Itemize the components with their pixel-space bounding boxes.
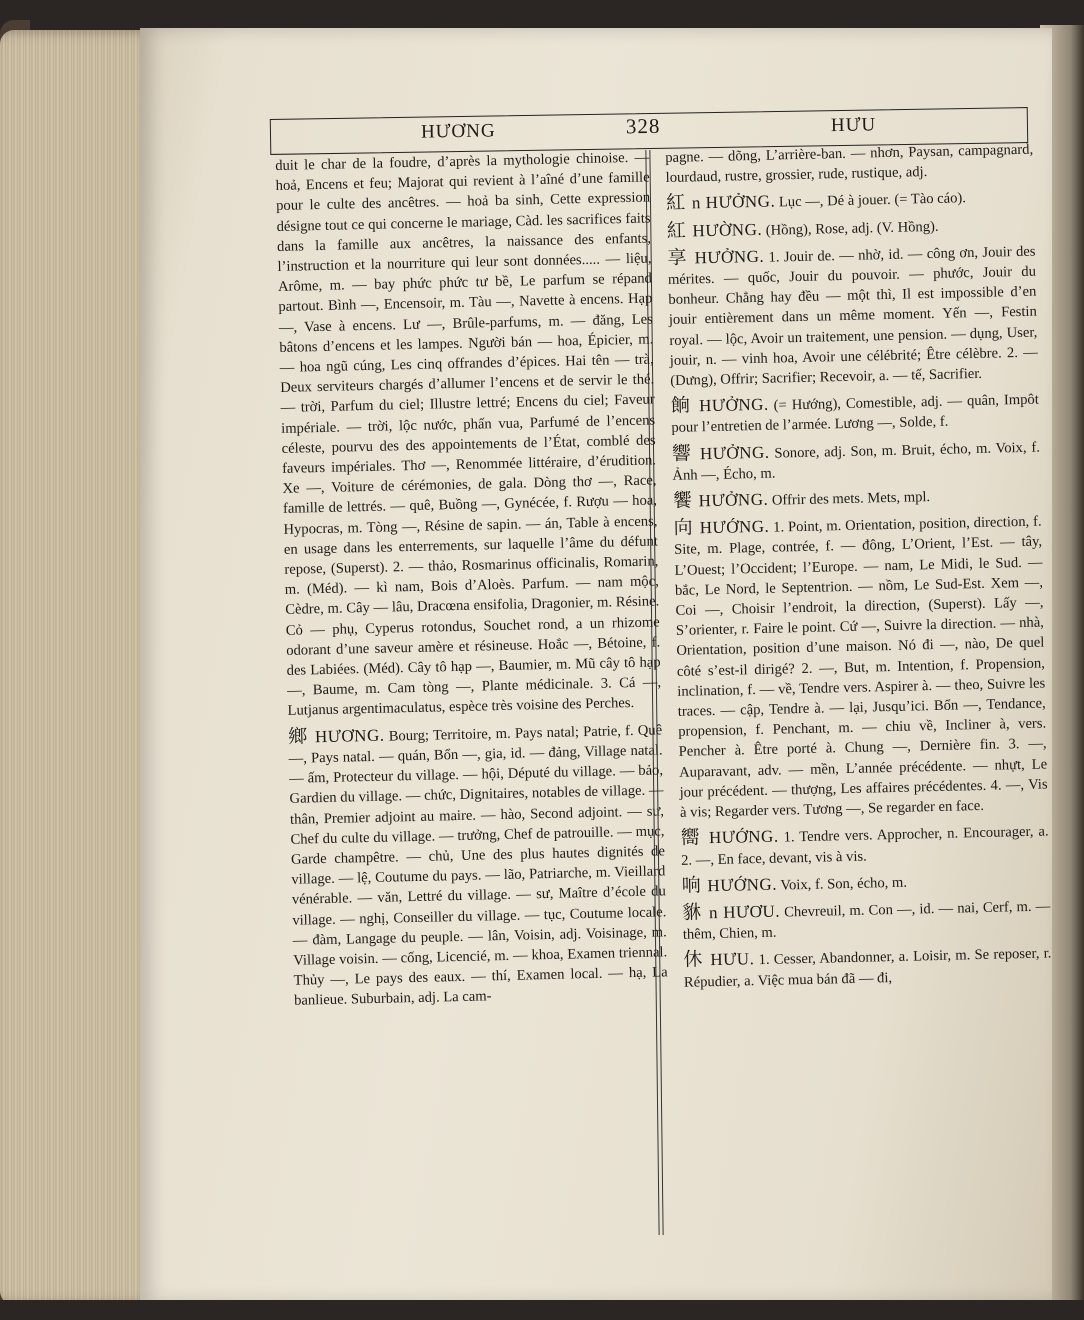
entry-headword: HƯỞNG. [694, 246, 765, 268]
dictionary-entry [682, 867, 1050, 898]
entry-headword: n HƯỞNG. [691, 191, 776, 213]
right-column [665, 140, 1052, 998]
dictionary-page [140, 28, 1052, 1303]
header-left-word: HƯƠNG [420, 120, 496, 143]
entry-definition: (Hồng), Rose, adj. (V. Hồng). [765, 218, 939, 239]
dictionary-entry [667, 212, 1035, 243]
entry-headword: HƯỚNG. [699, 516, 770, 538]
dictionary-entry [682, 894, 1051, 945]
entry-definition: Voix, f. Son, écho, m. [780, 874, 908, 894]
entry-chinese-character: 嚮 [680, 826, 702, 850]
entry-chinese-character: 餉 [670, 394, 692, 418]
entry-definition: 1. Cesser, Abandonner, a. Loisir, m. Se reposer, r. Répudier, a. Việc mua bán đã — đi, [683, 945, 1052, 991]
entry-headword: HƯỞNG. [698, 394, 769, 416]
dictionary-entry [667, 239, 1038, 391]
entry-headword: n HƯƠU. [708, 901, 781, 923]
entry-definition: 1. Tendre vers. Approcher, n. Encourager, a. 2. —, En face, devant, vis à vis. [680, 823, 1049, 869]
entry-headword: HƯỚNG. [707, 874, 778, 895]
entry-headword: HƯỞNG. [699, 442, 770, 463]
entry-chinese-character: 响 [681, 874, 701, 897]
entry-chinese-character: 紅 [666, 191, 686, 215]
entry-chinese-character: 紅 [666, 219, 687, 242]
left-column [275, 148, 668, 1017]
entry-chinese-character: 享 [667, 246, 688, 269]
entry-definition: Sonore, adj. Son, m. Bruit, écho, m. Voix, f. Ảnh —, Écho, m. [672, 439, 1041, 484]
dictionary-entry [680, 820, 1049, 871]
entry-chinese-character: 鄉 [287, 725, 308, 748]
entry-definition: (= Hướng), Comestible, adj. — quân, Impôt pour l’entretien de l’armée. Lương —, Solde, f. [671, 391, 1039, 437]
dictionary-entry [666, 185, 1034, 216]
left-continuation-text: duit le char de la foudre, d’après la mythologie chinoise. — hoả, Encens et feu; Majorat qui revient à l’aîné d’une famille pour le culte des ancêtres. — hoả ba sinh, Cette expression désigne tout ce qui concerne le mariage, Càd. les sacrifices faits dans la famille aux ancêtres, la naissance des enfants, l’instruction et la nourriture qui leur sont données..... — liệu, Arôme, m. — bay phức phức tư bề, Le parfum se répand partout. Bình —, Encensoir, m. Tàu —, Navette à encens. Hạp —, Vase à encens. Lư —, Brûle-parfums, m. — đăng, Les bâtons d’encens et les lampes. Người bán — hoa, Épicier, m. — hoa ngũ cúng, Les cinq offrandes d’épices. Hai tên — trà, Deux serviteurs chargés d’allumer l’encens et de servir le thé. — trời, Parfum du ciel; Illustre lettré; Encens du ciel; Faveur impériale. — trời, lộc nước, phấn vua, Parfumé de l’encens céleste, pourvu des des appointements de l’État, comblé des faveurs impériales. Thơ —, Renommée littéraire, d’érudition. Xe —, Voiture de cérémonies, de gala. Dòng thơ —, Race, famille de lettrés. — quê, Buồng —, Gynécée, f. Rượu — hoa, Hypocras, m. Tòng —, Résine de sapin. — án, Table à encens, en usage dans les enterrements, sur laquelle l’âme du défunt repose, (Superst). 2. — thảo, Rosmarinus officinalis, Romarin, m. (Méd). — kì nam, Bois d’Aloès. Parfum. — nam mộc, Cèdre, m. Cây — lâu, Dracœna ensifolia, Dragonier, m. Résine. Cỏ — phụ, Cyperus rotondus, Souchet rond, a un rhizome odorant d’une saveur amère et résineuse. Hoắc —, Bétoine, f. des Labiées. (Méd). Cây tô hạp —, Baumier, m. Mũ cây tô hạp —, Baume, m. Cam tòng —, Plante médicinale. 3. Cá —, Lutjanus argentimaculatus, espèce très voisine des Perches. [275, 149, 662, 720]
entry-definition: Lục —, Dé à jouer. (= Tào cáo). [778, 190, 967, 211]
entry-definition: Chevreuil, m. Con —, id. — nai, Cerf, m. — thêm, Chien, m. [682, 898, 1051, 943]
page-number: 328 [625, 113, 661, 139]
entry-chinese-character: 饗 [672, 489, 693, 512]
bottom-shadow [0, 1300, 1084, 1320]
dictionary-entry [288, 718, 668, 1011]
entry-headword: HƯƠNG. [314, 725, 385, 746]
entry-headword: HƯU. [710, 949, 755, 970]
entry-headword: HƯỚNG. [708, 826, 779, 848]
dictionary-entry [672, 435, 1041, 486]
entry-chinese-character: 休 [683, 948, 704, 972]
entry-definition: Bourg; Territoire, m. Pays natal; Patrie, f. Quê —, Pays natal. — quán, Bổn —, gia, id. — đảng, Village natal. — ấm, Protecteur du village. — hội, Député du village. — bảo, Gardien du village. — chức, Dignitaires, notables de village. — thân, Premier adjoint au maire. — hào, Second adjoint. — sư, Chef du culte du village. — trưởng, Chef de patrouille. — mục, Garde champêtre. — chủ, Une des plus hautes dignités de village. — lệ, Coutume du pays. — lão, Patriarche, m. Vieillard vénérable. — văn, Lettré du village. — sư, Maître d’école du village. — nghị, Conseiller du village. — tục, Coutume locale. — đàm, Langage du peuple. — lân, Voisin, adj. Voisinage, m. Village voisin. — cống, Licencié, m. — khoa, Examen triennal. Thủy —, Le pays des eaux. — thí, Examen local. — hạ, La banlieue. Suburbain, adj. La cam- [288, 722, 668, 1010]
entry-headword: HƯỜNG. [692, 219, 763, 241]
right-continuation-text: pagne. — dõng, L’arrière-ban. — nhơn, Paysan, campagnard, lourdaud, rustre, grossier, rude, rustique, adj. [665, 141, 1034, 187]
dictionary-entry [673, 510, 1048, 823]
entry-chinese-character: 響 [671, 442, 693, 465]
entry-headword: HƯỞNG. [698, 489, 769, 511]
header-right-word: HƯU [830, 114, 877, 137]
dictionary-entry [671, 388, 1040, 439]
dictionary-entry [683, 942, 1052, 993]
entry-definition: 1. Point, m. Orientation, position, direction, f. Site, m. Plage, contrée, f. — đông, L’Orient, l’Est. — tây, L’Ouest; l’Occident; l’Europe. — nam, Le Midi, le Sud. — bắc, Le Nord, le Septentrion. — nồm, Le Sud-Est. Xem —, Coi —, Choisir l’endroit, la direction, (Superst). Lấy —, S’orienter, r. Faire le point. Cứ —, Suivre la direction. — nhà, Orientation, position d’une maison. Nó đi —, nào, De quel côté s’est-il dirigé? 2. —, But, m. Intention, f. Propension, inclination, f. — về, Tendre vers. Aspirer à. — theo, Suivre les traces. — cập, Tendre à. — lại, Jusqu’ici. Bổn —, Tendance, propension, f. Penchant, m. — chiu về, Incliner à, vers. Pencher à. Être porté à. Chung —, Dernière fin. 3. —, Auparavant, adv. — mền, L’année précédente. — nhựt, Le jour précédent. — thượng, Les affaires précédentes. 4. —, Vis à vis; Regarder vers. Tương —, Se regarder en face. [673, 513, 1048, 821]
entry-definition: 1. Jouir de. — nhờ, id. — công ơn, Jouir des mérites. — quốc, Jouir du pouvoir. — phước, Jouir du bonheur. Chẳng hay đều — một thì, Il est impossible d’en jouir entièrement dans un même moment. Yến —, Festin royal. — lộc, Avoir un traitement, une pension. — dụng, User, jouir, n. — vinh hoa, Avoir une célébrité; Être célèbre. 2. — (Dưng), Offrir; Sacrifier; Recevoir, a. — tế, Sacrifier. [667, 243, 1038, 389]
entry-definition: Offrir des mets. Mets, mpl. [771, 489, 931, 509]
entry-chinese-character: 貅 [682, 901, 703, 924]
dictionary-entry [673, 483, 1041, 514]
entry-chinese-character: 向 [673, 516, 694, 540]
book-page-edges [0, 30, 160, 1305]
